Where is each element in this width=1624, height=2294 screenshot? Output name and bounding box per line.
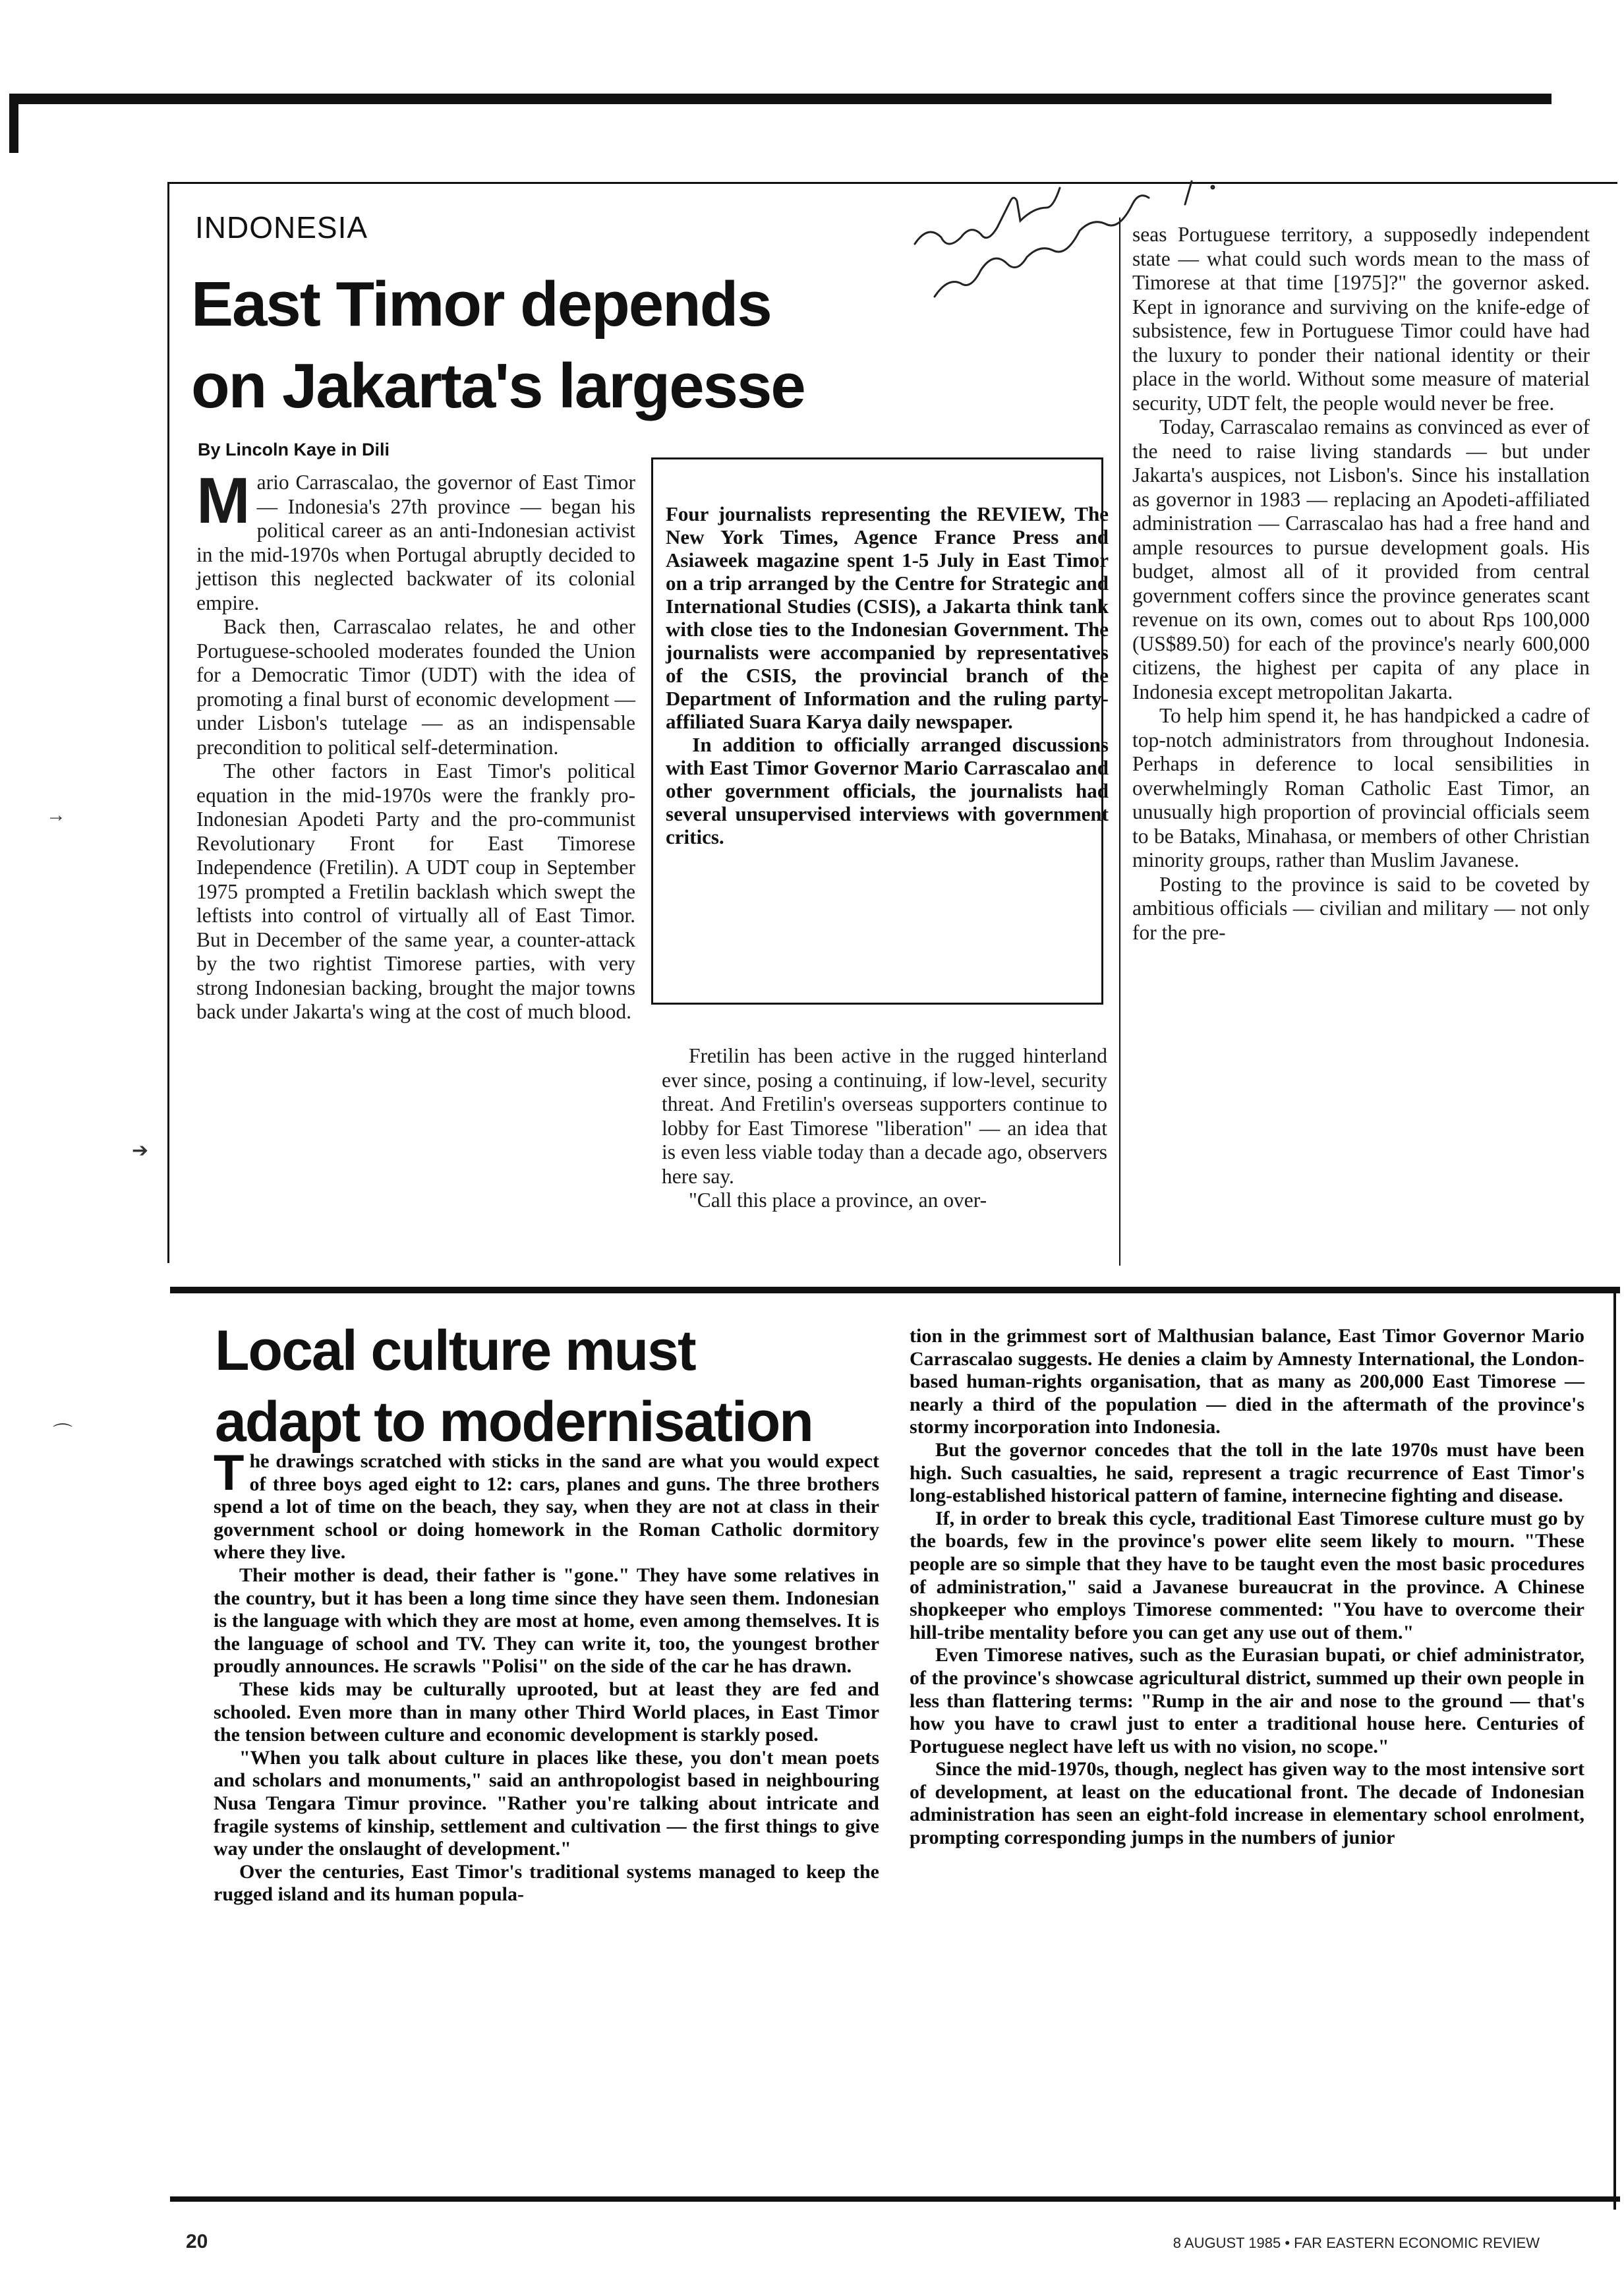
- article1-column-3: [1132, 223, 1590, 945]
- article2-col1-paragraph: Over the centuries, East Timor's traditional systems managed to keep the rugged island and its human popula-: [214, 1860, 879, 1906]
- article1-headline: [191, 264, 903, 427]
- dropcap: M: [196, 464, 250, 537]
- byline: By Lincoln Kaye in Dili: [198, 440, 390, 459]
- article1-column-2: [662, 1044, 1107, 1213]
- article1-col3-paragraph: seas Portuguese territory, a supposedly independent state — what could such words mean to the mass of Timorese at that time [1975]?" the governor asked. Kept in ignorance and surviving on the knife-edge of subsistence, few in Portuguese Timor could have had the luxury to ponder their national identity or their place in the world. Without some measure of material security, UDT felt, the people would never be free.: [1132, 223, 1590, 415]
- frame-left-rule: [167, 182, 169, 1263]
- article2-col2-paragraph: If, in order to break this cycle, traditional East Timorese culture must go by the boards, few in the province's power elite seem likely to mourn. "These people are so simple that they have to be taught even the most basic procedures of administration," said a Javanese bureaucrat in the province. A Chinese shopkeeper who employs Timorese commented: "You have to overcome their hill-tribe mentality before you can get any use out of them.": [910, 1507, 1584, 1643]
- article2-headline-line1: Local culture must: [215, 1319, 695, 1382]
- article1-col3-paragraph: Today, Carrascalao remains as convinced as ever of the need to raise living standards — but under Jakarta's auspices, not Lisbon's. Since his installation as governor in 1983 — replacing an Apodeti-affiliated administration — Carrascalao has had a free hand and ample resources to pursue development goals. His budget, almost all of it provided from central government coffers since the province generates scant revenue on its own, comes out to about Rps 100,000 (US$89.50) for each of the province's nearly 600,000 citizens, the highest per capita of any place in Indonesia except metropolitan Jakarta.: [1132, 415, 1590, 703]
- article2-headline-line2: adapt to modernisation: [215, 1390, 813, 1454]
- issue-line: 8 AUGUST 1985 • FAR EASTERN ECONOMIC REVIEW: [1173, 2235, 1540, 2251]
- article1-col2-paragraph: Fretilin has been active in the rugged hinterland ever since, posing a continuing, if low-level, security threat. And Fretilin's overseas supporters continue to lobby for East Timorese "liberation" — an idea that is even less viable today than a decade ago, observers here say.: [662, 1044, 1107, 1188]
- article2-col1-paragraph: Their mother is dead, their father is "gone." They have some relatives in the country, but it has been a long time since they have seen them. Indonesian is the language with which they are most at home, even among themselves. It is the language of school and TV. They can write it, too, the youngest brother proudly announces. He scrawls "Polisi" on the side of the car he has drawn.: [214, 1564, 879, 1678]
- top-rule-hook: [9, 94, 18, 153]
- article2-col2-paragraph: But the governor concedes that the toll in the late 1970s must have been high. Such casualties, he said, represent a tragic recurrence of East Timor's long-established historical pattern of famine, internecine fighting and disease.: [910, 1438, 1584, 1507]
- top-rule: [9, 94, 1552, 104]
- page-number: 20: [186, 2231, 208, 2252]
- article2-col2-paragraph: Even Timorese natives, such as the Eurasian bupati, or chief administrator, of the province's showcase agricultural district, summed up their own people in less than flattering terms: "Rump in the air and nose to the ground — that's how you have to crawl just to enter a traditional house here. Centuries of Portuguese neglect have left us with no vision, no scope.": [910, 1644, 1584, 1757]
- margin-mark-icon: →: [46, 804, 66, 826]
- article1-headline-line1: East Timor depends: [191, 269, 771, 339]
- article1-col3-paragraph: To help him spend it, he has handpicked a cadre of top-notch administrators from throughout Indonesia. Perhaps in deference to local sensibilities in overwhelmingly Roman Catholic East Timor, an unusually high proportion of provincial officials seem to be Bataks, Minahasa, or members of other Christian minority groups, rather than Muslim Javanese.: [1132, 704, 1590, 871]
- section-label: INDONESIA: [195, 210, 368, 245]
- article2-right-rule: [1613, 1287, 1616, 2210]
- column-divider: [1119, 218, 1120, 1266]
- editorial-note-paragraph: Four journalists representing the REVIEW, The New York Times, Agence France Press and Asiaweek magazine spent 1-5 July in East Timor on a trip arranged by the Centre for Strategic and International Studies (CSIS), a Jakarta think tank with close ties to the Indonesian Government. The journalists were accompanied by representatives of the CSIS, the provincial branch of the Department of Information and the ruling party-affiliated Suara Karya daily newspaper.: [666, 502, 1109, 733]
- article1-col1-paragraph: Mario Carrascalao, the governor of East Timor — Indonesia's 27th province — began his political career as an anti-Indonesian activist in the mid-1970s when Portugal abruptly decided to jettison this neglected backwater of its colonial empire.: [196, 464, 635, 614]
- article1-column-1: [196, 464, 635, 1024]
- margin-mark-icon: ➔: [132, 1140, 149, 1162]
- article2-col1-paragraph: These kids may be culturally uprooted, but at least they are fed and schooled. Even more than in many other Third World places, in East Timor the tension between culture and economic development is starkly posed.: [214, 1678, 879, 1746]
- editorial-note-text: [666, 502, 1109, 848]
- article1-headline-line2: on Jakarta's largesse: [191, 351, 805, 421]
- article2-col1-paragraph: "When you talk about culture in places like these, you don't mean poets and scholars and monuments," said an anthropologist based in neighbouring Nusa Tengara Timur province. "Rather you're talking about intricate and fragile systems of kinship, settlement and cultivation — the first things to give way under the onslaught of development.": [214, 1746, 879, 1860]
- article1-col2-paragraph: "Call this place a province, an over-: [688, 1189, 987, 1212]
- article1-col3-paragraph: Posting to the province is said to be coveted by ambitious officials — civilian and military — not only for the pre-: [1132, 872, 1590, 944]
- article2-column-2: [910, 1325, 1584, 1850]
- article2-col2-paragraph: Since the mid-1970s, though, neglect has given way to the most intensive sort of development, at least on the educational front. The decade of Indonesian administration has seen an eight-fold increase in elementary school enrolment, prompting corresponding jumps in the numbers of junior: [910, 1758, 1584, 1849]
- handwritten-note-icon: [908, 165, 1238, 323]
- article1-col1-paragraph: The other factors in East Timor's political equation in the mid-1970s were the frankly pro-Indonesian Apodeti Party and the pro-communist Revolutionary Front for East Timorese Independence (Fretilin). A UDT coup in September 1975 prompted a Fretilin backlash which swept the leftists into control of virtually all of East Timor. But in December of the same year, a counter-attack by the two rightist Timorese parties, with very strong Indonesian backing, brought the major towns back under Jakarta's wing at the cost of much blood.: [196, 759, 635, 1023]
- article2-col1-paragraph: The drawings scratched with sticks in the sand are what you would expect of three boys aged eight to 12: cars, planes and guns. The three brothers spend a lot of time on the beach, they say, when they are not at class in their government school or doing homework in the Roman Catholic dormitory where they live.: [214, 1445, 879, 1564]
- article2-headline: [215, 1315, 874, 1457]
- margin-mark-icon: ⌒: [53, 1423, 72, 1445]
- frame-top-rule: [167, 182, 1617, 184]
- editorial-note-paragraph: In addition to officially arranged discussions with East Timor Governor Mario Carrascalao and other government officials, the journalists had several unsupervised interviews with government critics.: [666, 733, 1109, 848]
- article1-col1-paragraph: Back then, Carrascalao relates, he and other Portuguese-schooled moderates founded the Union for a Democratic Timor (UDT) with the idea of promoting a final burst of economic development — under Lisbon's tutelage — as an indispensable precondition to political self-determination.: [196, 615, 635, 759]
- article2-top-rule: [170, 1287, 1620, 1293]
- article2-bottom-rule: [170, 2196, 1620, 2202]
- article2-column-1: [214, 1445, 879, 1906]
- dropcap: T: [214, 1445, 245, 1501]
- article2-col2-paragraph: tion in the grimmest sort of Malthusian balance, East Timor Governor Mario Carrascalao suggests. He denies a claim by Amnesty International, the London-based human-rights organisation, that as many as 200,000 East Timorese — nearly a third of the population — died in the aftermath of the province's stormy incorporation into Indonesia.: [910, 1325, 1584, 1438]
